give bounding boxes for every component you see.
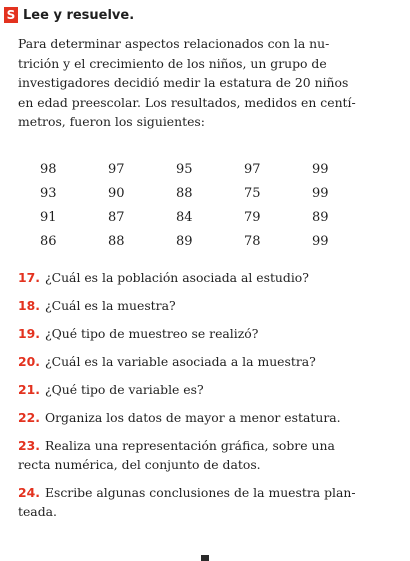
question-number: 22.: [18, 410, 40, 425]
table-cell: 90: [108, 185, 125, 201]
table-cell: 75: [244, 185, 261, 201]
question-text: ¿Cuál es la variable asociada a la muestra?: [44, 354, 316, 369]
section-badge: S: [4, 7, 18, 23]
table-cell: 84: [176, 209, 193, 225]
question-text: ¿Qué tipo de muestreo se realizó?: [44, 326, 259, 341]
table-cell: 91: [40, 209, 57, 225]
table-cell: 89: [176, 233, 193, 249]
intro-line: Para determinar aspectos relacionados con la nu-: [18, 36, 330, 51]
table-cell: 97: [108, 161, 125, 177]
table-cell: 89: [312, 209, 329, 225]
question-text: Realiza una representación gráfica, sobre una: [44, 438, 335, 453]
question-text-continuation: recta numérica, del conjunto de datos.: [18, 457, 261, 472]
table-row: [40, 181, 380, 205]
height-data-table: [40, 157, 380, 253]
table-row: [40, 205, 380, 229]
question-text-continuation: teada.: [18, 504, 57, 519]
table-cell: 93: [40, 185, 57, 201]
table-row: [40, 157, 380, 181]
question-list: [18, 268, 394, 530]
table-cell: 95: [176, 161, 193, 177]
question-19: [18, 324, 394, 343]
page-edge-mark: [201, 555, 209, 561]
question-number: 19.: [18, 326, 40, 341]
table-cell: 78: [244, 233, 261, 249]
exercise-title: Lee y resuelve.: [23, 7, 135, 23]
question-number: 17.: [18, 270, 40, 285]
table-cell: 86: [40, 233, 57, 249]
question-18: [18, 296, 394, 315]
table-cell: 88: [176, 185, 193, 201]
question-number: 21.: [18, 382, 40, 397]
question-21: [18, 380, 394, 399]
table-cell: 88: [108, 233, 125, 249]
question-text: ¿Cuál es la muestra?: [44, 298, 176, 313]
question-24: [18, 483, 394, 521]
intro-line: metros, fueron los siguientes:: [18, 114, 205, 130]
question-number: 18.: [18, 298, 40, 313]
question-23: [18, 436, 394, 474]
table-cell: 87: [108, 209, 125, 225]
table-row: [40, 229, 380, 253]
question-text: ¿Qué tipo de variable es?: [44, 382, 204, 397]
table-cell: 79: [244, 209, 261, 225]
question-20: [18, 352, 394, 371]
intro-line: trición y el crecimiento de los niños, un grupo de: [18, 55, 327, 71]
exercise-header: [4, 6, 134, 24]
table-cell: 99: [312, 161, 329, 177]
question-number: 23.: [18, 438, 40, 453]
question-text: ¿Cuál es la población asociada al estudio?: [44, 270, 309, 285]
question-number: 20.: [18, 354, 40, 369]
intro-paragraph: [18, 34, 390, 132]
table-cell: 99: [312, 233, 329, 249]
question-text: Organiza los datos de mayor a menor estatura.: [44, 410, 341, 425]
question-text: Escribe algunas conclusiones de la muestra plan-: [44, 485, 356, 500]
table-cell: 97: [244, 161, 261, 177]
question-17: [18, 268, 394, 287]
table-cell: 99: [312, 185, 329, 201]
table-cell: 98: [40, 161, 57, 177]
question-22: [18, 408, 394, 427]
intro-line: en edad preescolar. Los resultados, medidos en centí-: [18, 94, 356, 110]
question-number: 24.: [18, 485, 40, 500]
intro-line: investigadores decidió medir la estatura de 20 niños: [18, 75, 349, 91]
